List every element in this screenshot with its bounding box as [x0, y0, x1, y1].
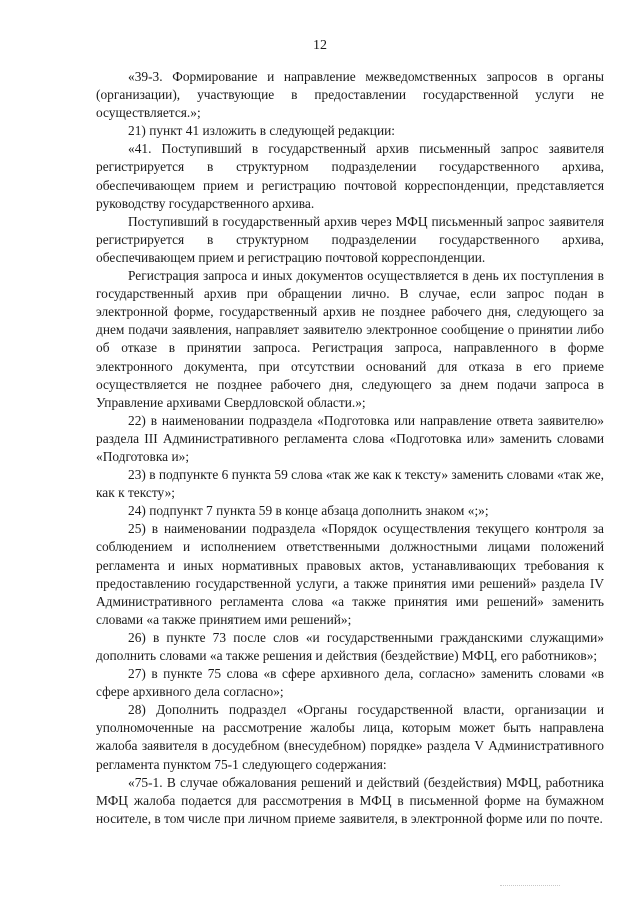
paragraph-item-25: 25) в наименовании подраздела «Порядок осуществления текущего контроля за соблюдением и исполнением ответственными должностными лицами положений регламента и иных нормативных правовых актов, устанавливающих требования к предоставлению государственной услуги, а также принятия ими решений» раздела IV Административного регламента слова «а также принятия ими решений» заменить словами «а также принятием ими решений»; [96, 521, 604, 627]
paragraph-item-28: 28) Дополнить подраздел «Органы государственной власти, организации и уполномоченные на рассмотрение жалобы лица, которым может быть направлена жалоба заявителя в досудебном (внесудебном) порядке» раздела V Административного регламента пунктом 75-1 следующего содержания: [96, 702, 604, 772]
scan-artifact [500, 885, 560, 888]
document-body [96, 68, 604, 828]
paragraph-41: «41. Поступивший в государственный архив письменный запрос заявителя регистрируется в структурном подразделении государственного архива, обеспечивающем прием и регистрацию почтовой корреспонденции, представляется руководству государственного архива. [96, 141, 604, 211]
paragraph-mfc-request: Поступивший в государственный архив через МФЦ письменный запрос заявителя регистрируется в структурном подразделении государственного архива, обеспечивающем прием и регистрацию почтовой корреспонденции. [96, 213, 604, 265]
paragraph-registration: Регистрация запроса и иных документов осуществляется в день их поступления в государственный архив при обращении лично. В случае, если запрос подан в электронной форме, государственный архив не позднее рабочего дня, следующего за днем подачи заявления, направляет заявителю электронное сообщение о принятии либо об отказе в принятии запроса. Регистрация запроса, направленного в форме электронного документа, при отсутствии оснований для отказа в его приеме осуществляется не позднее рабочего дня, следующего за днем подачи запроса в Управление архивами Свердловской области.»; [96, 268, 604, 410]
paragraph-item-27: 27) в пункте 75 слова «в сфере архивного дела, согласно» заменить словами «в сфере архивного дела согласно»; [96, 666, 604, 700]
paragraph-item-23: 23) в подпункте 6 пункта 59 слова «так же как к тексту» заменить словами «так же, как к тексту»; [96, 467, 604, 501]
page-number: 12 [313, 38, 327, 53]
paragraph-75-1: «75-1. В случае обжалования решений и действий (бездействия) МФЦ, работника МФЦ жалоба подается для рассмотрения в МФЦ в письменной форме на бумажном носителе, в том числе при личном приеме заявителя, в электронной форме или по почте. [96, 774, 604, 826]
paragraph-item-22: 22) в наименовании подраздела «Подготовка или направление ответа заявителю» раздела III Административного регламента слова «Подготовка или» заменить словами «Подготовка и»; [96, 412, 604, 464]
paragraph-item-21: 21) пункт 41 изложить в следующей редакции: [128, 123, 396, 139]
paragraph-item-24: 24) подпункт 7 пункта 59 в конце абзаца дополнить знаком «;»; [128, 503, 489, 519]
paragraph-item-26: 26) в пункте 73 после слов «и государственными гражданскими служащими» дополнить словами «а также решения и действия (бездействие) МФЦ, его работников»; [96, 629, 604, 663]
paragraph-39-3: «39-3. Формирование и направление межведомственных запросов в органы (организации), участвующие в предоставлении государственной услуги не осуществляется.»; [96, 69, 604, 121]
